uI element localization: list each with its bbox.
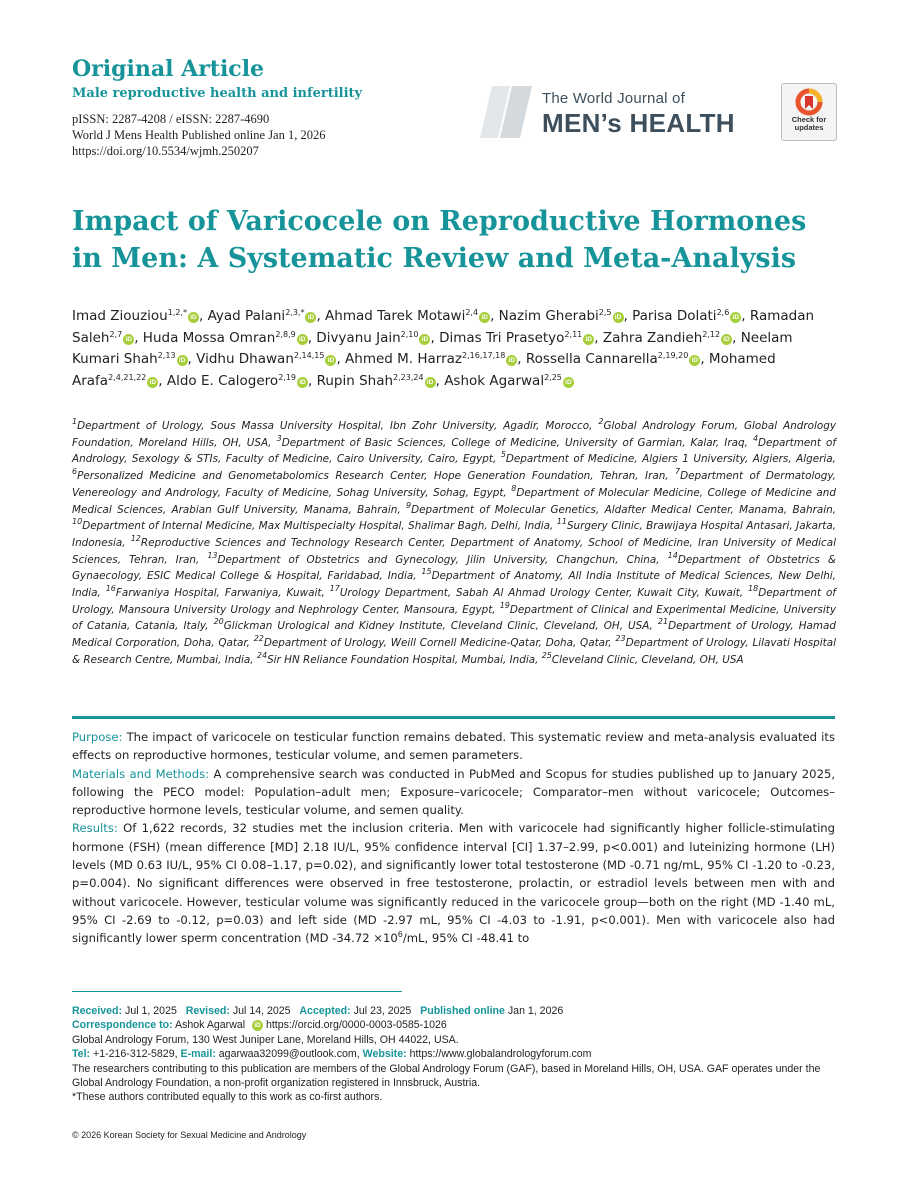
copyright: © 2026 Korean Society for Sexual Medicine and Andrology [72,1130,307,1140]
affiliation-number: 7 [675,467,681,477]
author [325,308,490,324]
revised-date: Jul 14, 2025 [232,1005,291,1017]
affiliation-number: 13 [207,550,218,560]
author-affiliation-sup: 2,10 [400,329,419,339]
abstract [72,728,835,948]
purpose-label: Purpose: [72,730,123,744]
affiliation-number: 9 [406,500,412,510]
affiliation-number: 20 [213,617,224,627]
abstract-results [72,819,835,947]
orcid-icon[interactable]: iD [297,377,308,388]
article-title: Impact of Varicocele on Reproductive Hormones in Men: A Systematic Review and Meta-Analysis [72,206,807,274]
author-name: Ramadan Saleh [72,308,815,346]
contact-line [72,1047,842,1061]
orcid-icon[interactable]: iD [177,355,188,366]
published-label: Published online [420,1005,505,1017]
orcid-icon[interactable]: iD [123,334,134,345]
affiliation-text: Glickman Urological and Kidney Institute, Cleveland Clinic, Cleveland, OH, USA, [223,620,653,633]
author-name: Ayad Palani [207,308,286,324]
affiliation-number: 17 [329,584,340,594]
footnote-rule [72,991,402,992]
cofirst-note: *These authors contributed equally to this work as co-first authors. [72,1091,383,1104]
author [603,330,732,346]
author-affiliation-sup: 2,25 [544,372,562,382]
author [196,351,336,367]
author-affiliation-sup: 2,8,9 [275,329,296,339]
orcid-icon[interactable]: iD [583,334,594,345]
author-list: Imad Ziouziou$^{1,2,*}$iD , Ayad Palani$^{2,3,*}$iD , Ahmad Tarek Motawi$^{2,4}$iD , Nazim Gherabi$^{2,5}$iD , Parisa Dolati$^{2,6}$iD , Ramadan Saleh$^{2,7}$iD , Huda Mossa Omran$^{2,8,9}$iD , Divyanu Jain$^{2,10}$iD , Dimas Tri Prasetyo$^{2,11}$iD , Zahra Zandieh$^{2,12}$iD , Neelam Kumari Shah$^{2,13}$iD , Vidhu Dhawan$^{2,14,15}$iD , Ahmed M. Harraz$^{2,16,17,18}$iD , Rossella Cannarella$^{2,19,20}$iD , Mohamed Arafa$^{2,4,21,22}$iD , Aldo E. Calogero$^{2,19}$iD , Rupin Shah$^{2,23,24}$iD , Ashok Agarwal$^{2,25}$iD [72,308,815,389]
author [143,330,308,346]
orcid-icon[interactable]: iD [252,1020,263,1031]
orcid-link[interactable]: https://orcid.org/0000-0003-0585-1026 [265,1019,447,1032]
affiliation-text: Department of Urology, Sous Massa University Hospital, Ibn Zohr University, Agadir, Morocco, [77,420,593,432]
affiliation-number: 23 [615,634,626,644]
doi-link[interactable]: https://doi.org/10.5534/wjmh.250207 [72,144,259,158]
journal-name-small: The World Journal of [542,90,685,107]
author-affiliation-sup: 2,13 [157,351,176,360]
orcid-icon[interactable]: iD [188,312,199,323]
affiliation-text: Sir HN Reliance Foundation Hospital, Mumbai, India, [267,653,539,666]
issn-line: pISSN: 2287-4208 / eISSN: 2287-4690 [72,112,270,126]
author-name: Ahmed M. Harraz [345,351,463,367]
orcid-icon[interactable]: iD [506,355,517,366]
author-name: Mohamed Arafa [72,351,776,389]
author-name: Vidhu Dhawan [196,351,294,367]
author [632,308,741,324]
affiliation-number: 18 [748,584,759,594]
affiliations [72,418,836,669]
author-affiliation-sup: 2,11 [564,329,583,339]
affiliation-text: Department of Urology, Lilavati Hospital & Research Centre, Mumbai, India, [72,637,836,666]
purpose-text: The impact of varicocele on testicular function remains debated. This systematic review and meta-analysis evaluated its effects on reproductive hormones, testicular volume, and semen parameters. [72,730,835,763]
author-name: Neelam Kumari Shah [72,329,793,367]
correspondence-label: Correspondence to: [72,1019,173,1032]
accepted-date: Jul 23, 2025 [353,1005,412,1017]
abstract-purpose [72,728,835,765]
author-name: Imad Ziouziou [72,308,168,324]
affiliation-number: 8 [511,483,517,493]
orcid-icon[interactable]: iD [305,312,316,323]
author [208,308,317,324]
orcid-icon[interactable]: iD [563,377,574,388]
gaf-note: The researchers contributing to this publication are members of the Global Andrology Forum (GAF), based in Moreland Hills, OH, USA. GAF operates under the Global Andrology Foundation, a non-profit organization registered in Innsbruck, Austria. [72,1062,821,1090]
results-text: Of 1,622 records, 32 studies met the inclusion criteria. Men with varicocele had significantly higher follicle-stimulating hormone (FSH) (mean difference [MD] 2.18 IU/L, 95% confidence interval [CI] 1.37–2.99, p<0.001) and luteinizing hormone (LH) levels (MD 0.63 IU/L, 95% CI 0.08–1.17, p=0.02), and significantly lower total testosterone (MD -0.71 ng/mL, 95% CI -1.20 to -0.23, p=0.004). No significant differences were observed in free testosterone, prolactin, or estradiol levels between men with and without varicocele. However, testicular volume was significantly reduced in the varicocele group—both on the right (MD -1.40 mL, 95% CI -2.69 to -0.12, p=0.03) and left side (MD -2.97 mL, 95% CI -4.03 to -1.91, p<0.001). Men with varicocele also had significantly lower sperm concentration (MD -34.72 ×10 [72,821,835,946]
website-link[interactable]: https://www.globalandrologyforum.com [409,1048,592,1061]
email-link[interactable]: agarwaa32099@outlook.com, [218,1048,360,1061]
affiliation-number: 2 [598,417,604,426]
affiliation-number: 24 [256,650,268,660]
author-affiliation-sup: 2,3,* [285,308,305,317]
author-name: Divyanu Jain [316,329,401,346]
author-name: Nazim Gherabi [498,308,599,324]
affiliation-number: 12 [130,533,141,543]
author-name: Dimas Tri Prasetyo [439,329,565,346]
author-affiliation-sup: 2,4 [465,308,479,317]
accepted-label: Accepted: [299,1005,351,1017]
affiliation-text: Farwaniya Hospital, Farwaniya, Kuwait, [115,587,325,600]
orcid-icon[interactable]: iD [325,355,336,366]
received-label: Received: [72,1005,123,1017]
author-name: Huda Mossa Omran [142,329,276,346]
article-header [72,56,362,159]
author-affiliation-sup: 2,23,24 [393,372,424,382]
author [526,351,700,367]
affiliation-text: Reproductive Sciences and Technology Research Center, Department of Anatomy, School of Medicine, Iran University of Medical Sciences, Tehran, Iran, [72,536,836,566]
orcid-icon[interactable]: iD [689,355,700,366]
address-line: Global Andrology Forum, 130 West Juniper Lane, Moreland Hills, OH 44022, USA. [72,1033,459,1046]
affiliation-text: Surgery Clinic, Brawijaya Hospital Antasari, Jakarta, Indonesia, [72,520,836,549]
affiliation-number: 10 [72,517,83,527]
affiliation-number: 5 [500,450,506,460]
affiliation-text: Department of Obstetrics and Gynecology, Jilin University, Changchun, China, [217,553,660,566]
affiliation-number: 1 [72,417,78,426]
affiliation-text: Personalized Medicine and Genometabolomics Research Center, Hope Generation Foundation, Tehran, Iran, [77,470,669,483]
bookmark-ring-icon [794,87,824,117]
affiliation-text: Urology Department, Sabah Al Ahmad Urology Center, Kuwait City, Kuwait, [339,587,744,600]
orcid-icon[interactable]: iD [425,377,436,388]
affiliation-text: Department of Internal Medicine, Max Multispecialty Hospital, Shalimar Bagh, Delhi, India, [82,520,554,533]
affiliation-text: Global Andrology Forum, Global Andrology Foundation, Moreland Hills, OH, USA, [72,420,836,449]
affiliation-number: 22 [253,634,264,644]
author [317,373,436,389]
affiliation-text: Department of Basic Sciences, College of Medicine, University of Garmian, Kalar, Iraq, [281,436,748,449]
author [345,351,517,367]
orcid-icon[interactable]: iD [147,377,158,388]
author-affiliation-sup: 2,14,15 [293,351,325,360]
tel-label: Tel: [72,1048,91,1061]
author-name: Ashok Agarwal [444,372,545,389]
author [316,330,430,346]
author-affiliation-sup: 2,19,20 [657,351,689,360]
journal-logo-mark-icon [480,82,540,138]
dates-line [72,1004,842,1018]
author-affiliation-sup: 2,5 [598,308,612,317]
orcid-icon[interactable]: iD [721,334,732,345]
section-subtitle: Male reproductive health and infertility [72,86,363,101]
author [444,373,574,389]
affiliation-text: Department of Urology, Mansoura University Urology and Nephrology Center, Mansoura, Egypt, [72,587,836,616]
check-for-updates-label: Check for updates [791,115,827,132]
author-affiliation-sup: 2,7 [109,329,123,339]
affiliation-number: 11 [556,517,567,527]
affiliation-text: Department of Andrology, Sexology & STIs, Faculty of Medicine, Cairo University, Cairo, Egypt, [72,436,836,466]
published-line: World J Mens Health Published online Jan 1, 2026 [72,128,326,142]
abstract-top-rule [72,716,835,719]
affiliation-text: Department of Molecular Genetics, Aldafter Medical Center, Manama, Bahrain, [411,503,837,516]
author-name: Rupin Shah [316,372,394,389]
correspondence-line [72,1018,842,1032]
affiliation-text: Department of Anatomy, All India Institute of Medical Sciences, New Delhi, India, [72,570,836,600]
affiliation-text: Department of Urology, Weill Cornell Medicine-Qatar, Doha, Qatar, [263,637,612,650]
affiliation-number: 6 [72,467,78,477]
affiliation-text: Department of Dermatology, Venereology and Andrology, Faculty of Medicine, Sohag University, Sohag, Egypt, [72,470,836,499]
results-label: Results: [72,821,118,836]
check-for-updates-badge[interactable] [781,83,837,141]
affiliation-number: 25 [541,650,552,660]
journal-logo[interactable] [480,82,762,138]
affiliation-number: 3 [276,433,282,443]
author-name: Aldo E. Calogero [166,372,279,389]
website-label: Website: [362,1048,407,1061]
footnotes [72,1004,842,1105]
received-date: Jul 1, 2025 [125,1005,177,1017]
author-name: Zahra Zandieh [602,329,703,346]
affiliation-number: 19 [499,600,510,610]
author-affiliation-sup: 2,4,21,22 [108,372,147,382]
orcid-icon[interactable]: iD [297,334,308,345]
affiliation-text: Department of Medicine, Algiers 1 University, Algiers, Algeria, [505,453,836,466]
author-affiliation-sup: 2,12 [702,329,721,339]
affiliation-text: Department of Clinical and Experimental Medicine, University of Catania, Catania, Italy, [72,603,836,633]
section-label: Original Article [72,56,265,82]
author [439,330,594,346]
methods-label: Materials and Methods: [72,766,210,781]
affiliation-number: 21 [657,617,669,627]
author-name: Rossella Cannarella [525,351,658,367]
author [499,308,624,324]
results-sup: 6 [397,930,403,940]
affiliation-text: Department of Urology, Hamad Medical Corporation, Doha, Qatar, [72,620,837,650]
affiliation-text: Cleveland Clinic, Cleveland, OH, USA [551,653,744,666]
journal-name-big: MEN’s HEALTH [542,108,735,138]
author-name: Ahmad Tarek Motawi [325,308,466,324]
methods-text: A comprehensive search was conducted in PubMed and Scopus for studies published up to January 2025, following the PECO model: Population–adult men; Exposure–varicocele; Comparator–men without varicocele; Outcomes–reproductive hormone levels, testicular volume, and semen quality. [72,766,836,818]
author-affiliation-sup: 2,6 [716,308,730,317]
abstract-methods [72,765,835,820]
affiliation-text: Department of Molecular Medicine, College of Medicine and Medical Sciences, Arabian Gulf University, Manama, Bahrain, [72,486,836,516]
published-date: Jan 1, 2026 [507,1005,564,1017]
orcid-icon[interactable]: iD [479,312,490,323]
author-affiliation-sup: 2,16,17,18 [462,351,506,360]
author [167,373,308,389]
author-affiliation-sup: 1,2,* [167,308,187,317]
affiliation-number: 15 [421,567,432,577]
orcid-icon[interactable]: iD [613,312,624,323]
revised-label: Revised: [185,1005,230,1017]
tel-value: +1-216-312-5829, [93,1048,178,1061]
email-label: E-mail: [180,1048,216,1061]
orcid-icon[interactable]: iD [730,312,741,323]
affiliation-number: 14 [667,550,678,560]
author-affiliation-sup: 2,19 [278,372,296,382]
author-name: Parisa Dolati [632,308,717,324]
results-tail: /mL, 95% CI -48.41 to [402,931,530,946]
correspondence-name: Ashok Agarwal [175,1019,246,1032]
author [72,308,199,324]
affiliation-number: 16 [105,584,116,594]
affiliation-text: Department of Obstetrics & Gynaecology, ESIC Medical College & Hospital, Faridabad, India, [72,553,836,583]
orcid-icon[interactable]: iD [419,334,430,345]
affiliation-number: 4 [752,433,759,443]
